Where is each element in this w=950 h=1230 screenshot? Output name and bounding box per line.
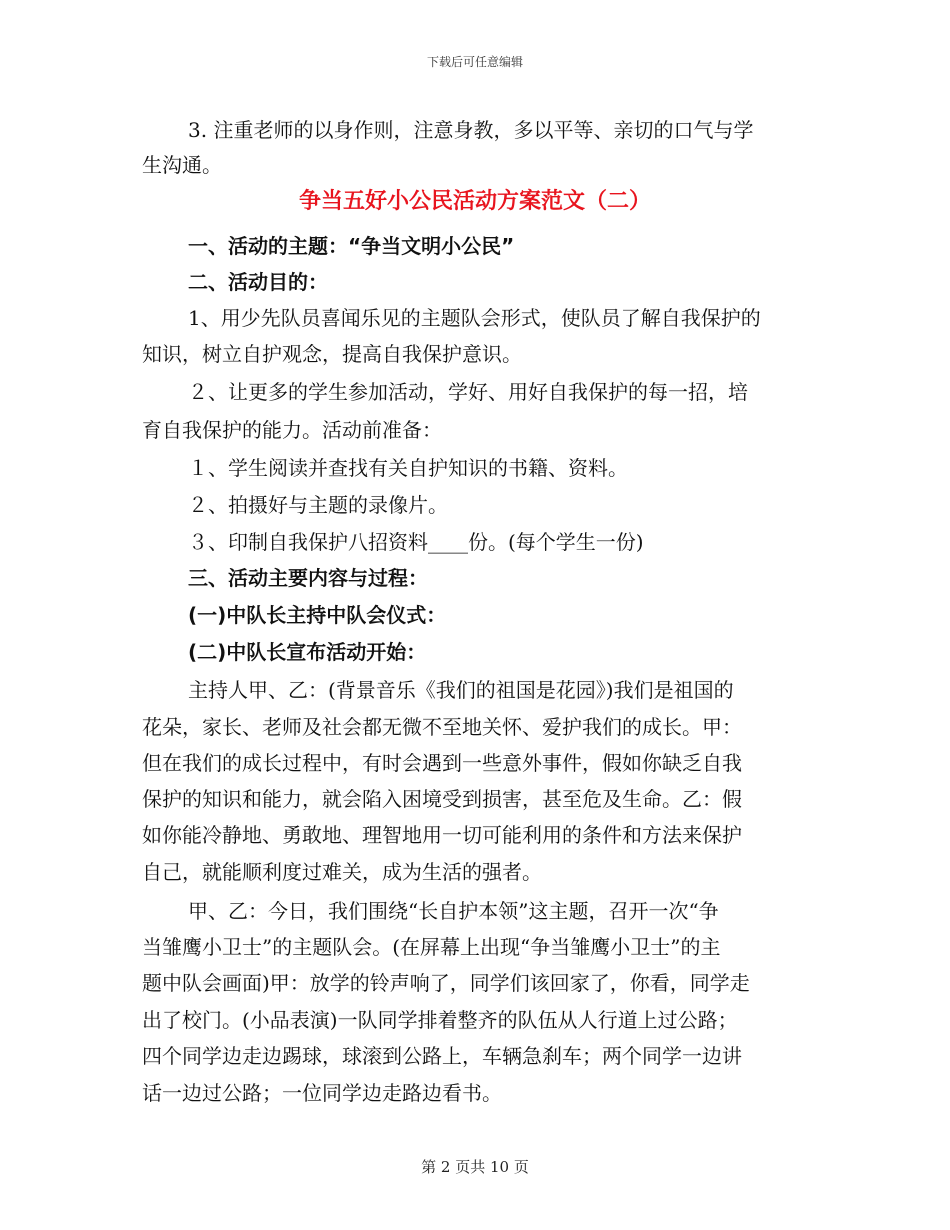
text-line: １、学生阅读并查找有关自护知识的书籍、资料。: [188, 456, 628, 480]
section-title: 争当五好小公民活动方案范文（二）: [298, 189, 651, 214]
heading-line: (一)中队长主持中队会仪式：: [188, 603, 447, 627]
text-line: 保护的知识和能力，就会陷入困境受到损害，甚至危及生命。乙：假: [142, 787, 742, 811]
heading-line: 三、活动主要内容与过程：: [188, 566, 428, 590]
text-line: 如你能冷静地、勇敢地、理智地用一切可能利用的条件和方法来保护: [142, 823, 742, 847]
text-line: ２、让更多的学生参加活动，学好、用好自我保护的每一招，培: [188, 380, 748, 404]
text-line: 育自我保护的能力。活动前准备：: [142, 418, 442, 442]
text-line: 题中队会画面)甲：放学的铃声响了，同学们该回家了，你看，同学走: [142, 971, 750, 995]
text-line: 甲、乙：今日，我们围绕“长自护本领”这主题，召开一次“争: [188, 899, 719, 923]
text-line: 出了校门。(小品表演)一队同学排着整齐的队伍从人行道上过公路；: [142, 1008, 738, 1032]
header-note: 下载后可任意编辑: [426, 55, 523, 69]
text-line: 主持人甲、乙：(背景音乐《我们的祖国是花园》)我们是祖国的: [188, 678, 734, 702]
text-line: 当雏鹰小卫士”的主题队会。(在屏幕上出现“争当雏鹰小卫士”的主: [142, 935, 721, 959]
text-line: 3. 注重老师的以身作则，注意身教，多以平等、亲切的口气与学: [188, 118, 754, 142]
text-line: 生沟通。: [142, 153, 222, 177]
heading-line: (二)中队长宣布活动开始：: [188, 640, 427, 664]
text-line: 但在我们的成长过程中，有时会遇到一些意外事件，假如你缺乏自我: [142, 751, 742, 775]
heading-line: 二、活动目的：: [188, 270, 328, 294]
text-line: 话一边过公路；一位同学边走路边看书。: [142, 1081, 502, 1105]
text-line: ３、印制自我保护八招资料____份。(每个学生一份): [188, 530, 644, 554]
text-line: 花朵，家长、老师及社会都无微不至地关怀、爱护我们的成长。甲：: [142, 715, 742, 739]
text-line: ２、拍摄好与主题的录像片。: [188, 493, 448, 517]
heading-line: 一、活动的主题：“争当文明小公民”: [188, 234, 515, 258]
text-line: 知识，树立自护观念，提高自我保护意识。: [142, 342, 522, 366]
text-line: 1、用少先队员喜闻乐见的主题队会形式，使队员了解自我保护的: [188, 306, 761, 330]
page-footer: 第 2 页共 10 页: [421, 1158, 529, 1176]
text-line: 四个同学边走边踢球，球滚到公路上，车辆急刹车；两个同学一边讲: [142, 1044, 742, 1068]
text-line: 自己，就能顺利度过难关，成为生活的强者。: [142, 860, 542, 884]
